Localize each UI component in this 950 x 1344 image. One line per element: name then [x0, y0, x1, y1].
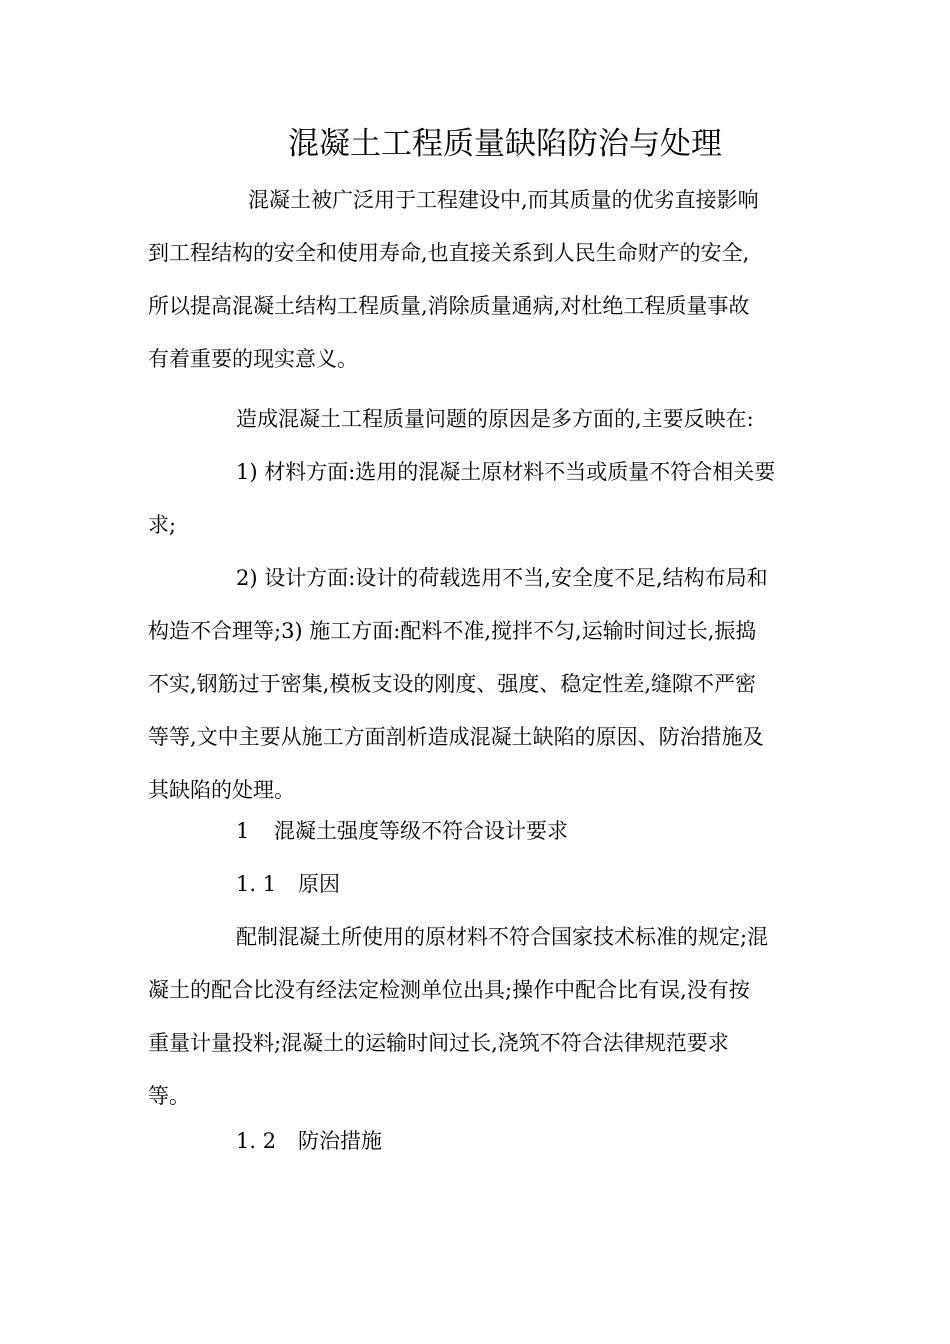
paragraph-line: 所以提高混凝土结构工程质量,消除质量通病,对杜绝工程质量事故 [148, 294, 750, 318]
section-number: 1 [236, 819, 250, 843]
paragraph-line: 凝土的配合比没有经法定检测单位出具;操作中配合比有误,没有按 [148, 978, 750, 1002]
section-number: 1. 2 [236, 1129, 277, 1153]
section-number: 1. 1 [236, 872, 277, 896]
section-1-1-heading [148, 858, 808, 911]
section-title: 混凝土强度等级不符合设计要求 [274, 819, 568, 843]
paragraph-line: 配制混凝土所使用的原材料不符合国家技术标准的规定;混 [236, 925, 769, 949]
cause-material-paragraph [148, 446, 808, 552]
section-title: 防治措施 [298, 1129, 382, 1153]
paragraph-line: 等等,文中主要从施工方面剖析造成混凝土缺陷的原因、防治措施及 [148, 725, 764, 749]
paragraph-line: 不实,钢筋过于密集,模板支设的刚度、强度、稳定性差,缝隙不严密 [148, 672, 757, 696]
section-title: 原因 [298, 872, 340, 896]
paragraph-line: 重量计量投料;混凝土的运输时间过长,浇筑不符合法律规范要求 [148, 1031, 729, 1055]
paragraph-line: 造成混凝土工程质量问题的原因是多方面的,主要反映在: [236, 407, 754, 431]
document-title: 混凝土工程质量缺陷防治与处理 [288, 126, 722, 162]
intro-paragraph [148, 174, 808, 386]
paragraph-line: 构造不合理等;3) 施工方面:配料不准,搅拌不匀,运输时间过长,振捣 [148, 619, 757, 643]
section-1-heading [148, 805, 808, 858]
paragraph-line: 等。 [148, 1084, 190, 1108]
paragraph-line: 1) 材料方面:选用的混凝土原材料不当或质量不符合相关要 [236, 460, 776, 484]
section-1-2-heading [148, 1115, 808, 1168]
paragraph-line: 到工程结构的安全和使用寿命,也直接关系到人民生命财产的安全, [148, 241, 750, 265]
cause-design-construction-paragraph [148, 552, 808, 817]
reason-paragraph [148, 911, 808, 1123]
paragraph-line: 其缺陷的处理。 [148, 778, 295, 802]
paragraph-line: 2) 设计方面:设计的荷载选用不当,安全度不足,结构布局和 [236, 566, 768, 590]
causes-intro-paragraph [148, 393, 808, 446]
paragraph-line: 求; [148, 513, 177, 537]
paragraph-line: 混凝土被广泛用于工程建设中,而其质量的优劣直接影响 [248, 188, 759, 212]
paragraph-line: 有着重要的现实意义。 [148, 347, 358, 371]
